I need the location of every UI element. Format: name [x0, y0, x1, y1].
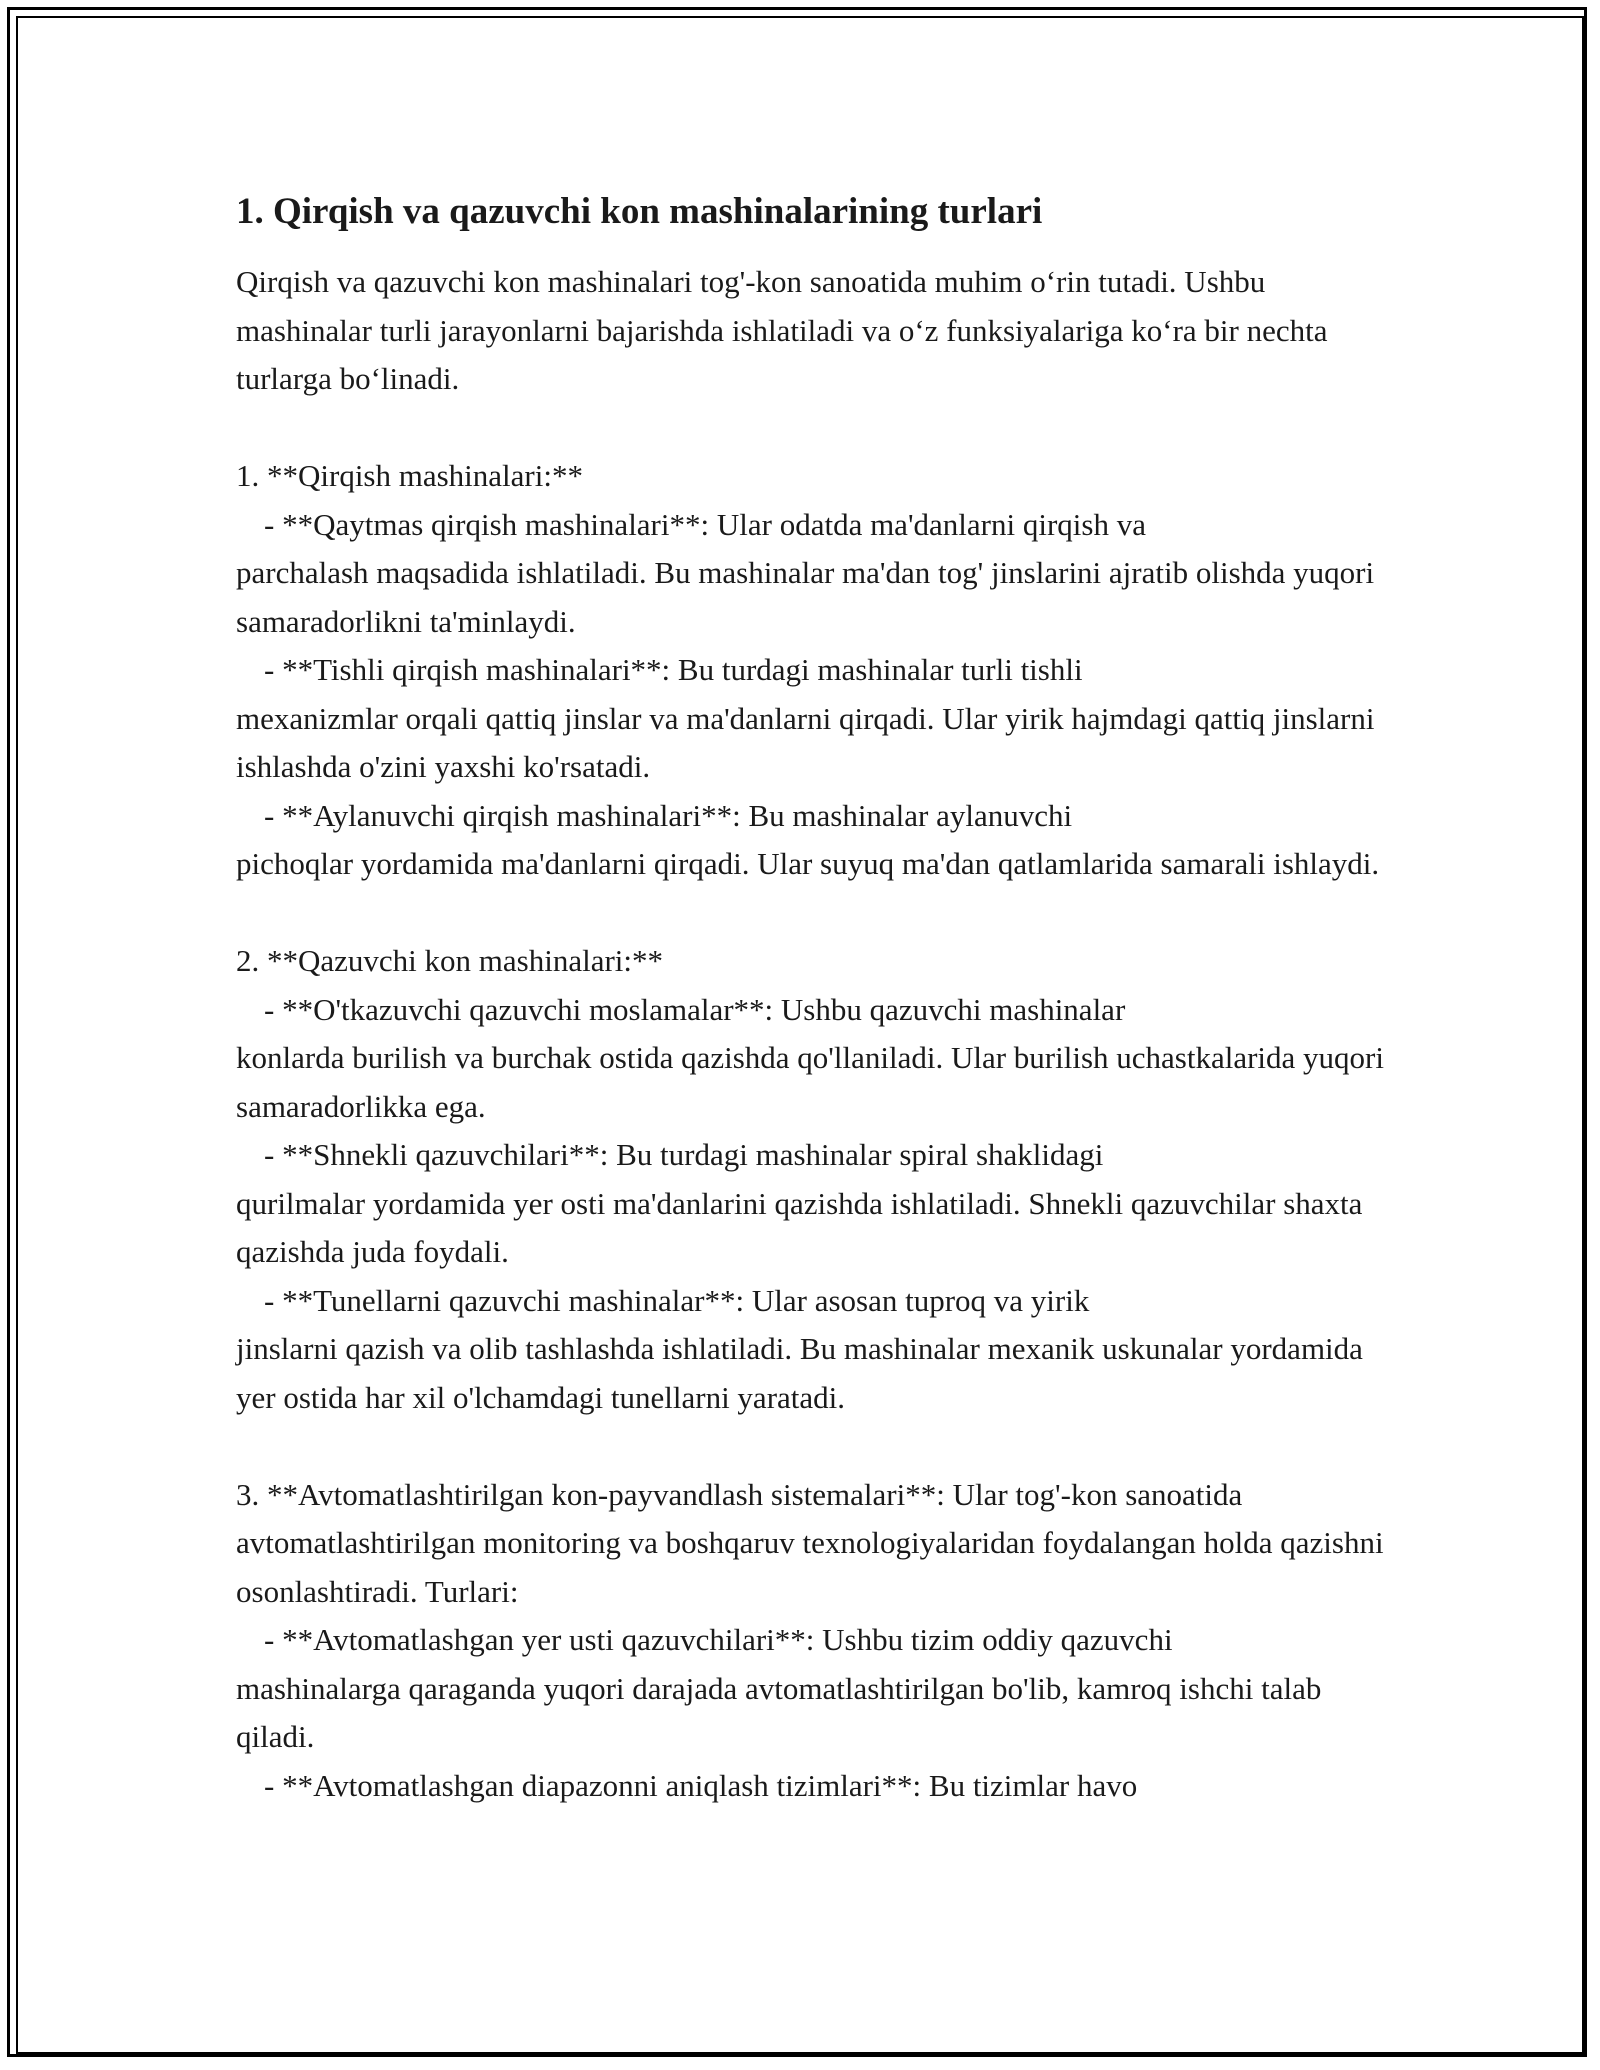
list-item-continuation: konlarda burilish va burchak ostida qazishda qo'llaniladi. Ular burilish uchastkalarida yuqori samaradorlikka ega.: [236, 1040, 1384, 1124]
paragraph-gap: [236, 404, 1386, 453]
list-item-continuation: parchalash maqsadida ishlatiladi. Bu mashinalar ma'dan tog' jinslarini ajratib olishda yuqori samaradorlikni ta'minlaydi.: [236, 555, 1375, 639]
list-item-continuation: pichoqlar yordamida ma'danlarni qirqadi. Ular suyuq ma'dan qatlamlarida samarali ishlaydi.: [236, 846, 1380, 881]
list-item: - **Aylanuvchi qirqish mashinalari**: Bu mashinalar aylanuvchi: [264, 797, 1073, 833]
paragraph-gap: [236, 889, 1386, 938]
list-item: - **Avtomatlashgan diapazonni aniqlash tizimlari**: Bu tizimlar havo: [264, 1767, 1138, 1803]
document-title: 1. Qirqish va qazuvchi kon mashinalarining turlari: [236, 191, 1043, 232]
section-digging-machines: [236, 937, 1386, 1422]
list-item: - **Tishli qirqish mashinalari**: Bu turdagi mashinalar turli tishli: [264, 652, 1083, 687]
list-item-continuation: mexanizmlar orqali qattiq jinslar va ma'danlarni qirqadi. Ular yirik hajmdagi qattiq jinslarni ishlashda o'zini yaxshi ko'rsatadi.: [236, 700, 1375, 784]
list-item: - **Tunellarni qazuvchi mashinalar**: Ular asosan tuproq va yirik: [264, 1282, 1090, 1318]
intro-paragraph: Qirqish va qazuvchi kon mashinalari tog'-kon sanoatida muhim oʻrin tutadi. Ushbu mashinalar turli jarayonlarni bajarishda ishlatiladi va oʻz funksiyalariga koʻra bir nechta turlarga boʻlinadi.: [236, 264, 1328, 396]
section-heading: 1. **Qirqish mashinalari:**: [236, 458, 583, 493]
list-item: - **O'tkazuvchi qazuvchi moslamalar**: Ushbu qazuvchi mashinalar: [264, 991, 1126, 1027]
section-cutting-machines: [236, 452, 1386, 889]
section-heading: 2. **Qazuvchi kon mashinalari:**: [236, 943, 664, 978]
list-item-continuation: qurilmalar yordamida yer osti ma'danlarini qazishda ishlatiladi. Shnekli qazuvchilar shaxta qazishda juda foydali.: [236, 1185, 1363, 1269]
list-item-continuation: mashinalarga qaraganda yuqori darajada avtomatlashtirilgan bo'lib, kamroq ishchi talab qiladi.: [236, 1670, 1322, 1754]
document-body: [236, 188, 1386, 1810]
paragraph-gap: [236, 1422, 1386, 1471]
section-heading: 3. **Avtomatlashtirilgan kon-payvandlash sistemalari**: Ular tog'-kon sanoatida avtomatlashtirilgan monitoring va boshqaruv texnologiyalaridan foydalangan holda qazishni osonlashtiradi. Turlari:: [236, 1476, 1384, 1609]
section-automated-systems: [236, 1471, 1386, 1811]
list-item-continuation: jinslarni qazish va olib tashlashda ishlatiladi. Bu mashinalar mexanik uskunalar yordamida yer ostida har xil o'lchamdagi tunellarni yaratadi.: [236, 1331, 1363, 1415]
list-item: - **Shnekli qazuvchilari**: Bu turdagi mashinalar spiral shaklidagi: [264, 1137, 1104, 1172]
list-item: - **Avtomatlashgan yer usti qazuvchilari**: Ushbu tizim oddiy qazuvchi: [264, 1622, 1173, 1657]
list-item: - **Qaytmas qirqish mashinalari**: Ular odatda ma'danlarni qirqish va: [264, 506, 1146, 542]
